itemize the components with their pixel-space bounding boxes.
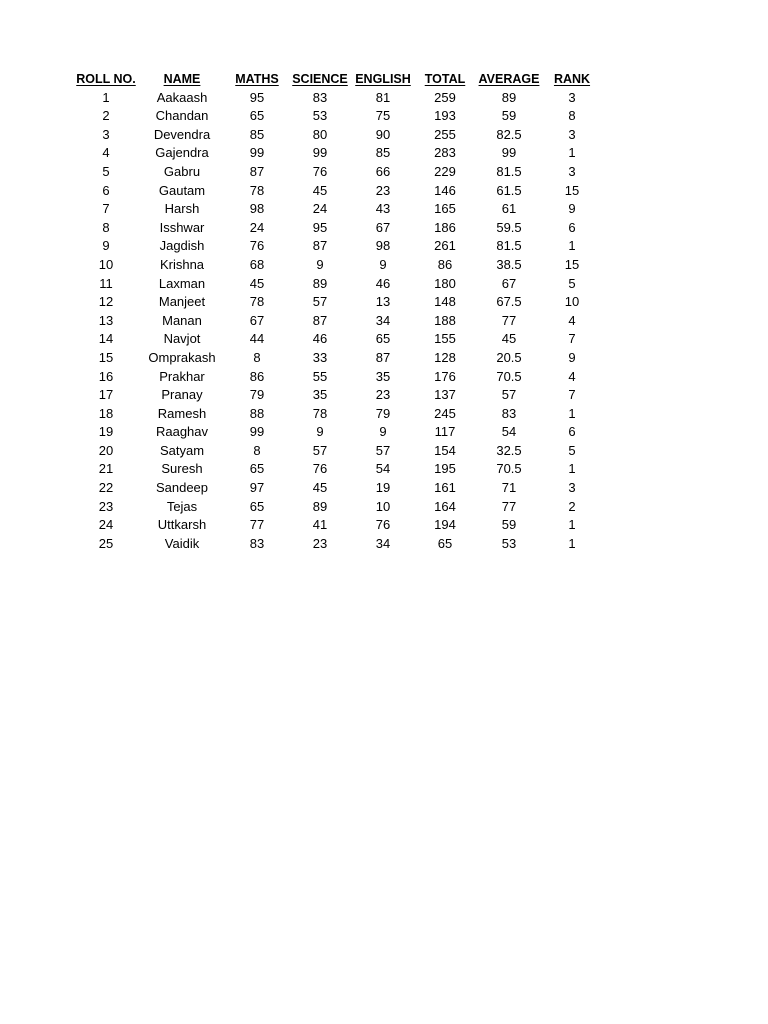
cell-roll-no: 3 bbox=[102, 126, 110, 142]
cell-science: 76 bbox=[312, 163, 328, 179]
cell-name: Omprakash bbox=[148, 349, 216, 365]
cell-science: 87 bbox=[312, 238, 328, 254]
cell-rank: 15 bbox=[564, 182, 580, 198]
cell-average: 77 bbox=[501, 312, 517, 328]
header-total: TOTAL bbox=[424, 72, 466, 86]
cell-roll-no: 10 bbox=[98, 256, 114, 272]
cell-roll-no: 16 bbox=[98, 368, 114, 384]
cell-roll-no: 11 bbox=[99, 275, 113, 291]
cell-average: 57 bbox=[501, 387, 517, 403]
cell-english: 67 bbox=[375, 219, 391, 235]
cell-rank: 1 bbox=[568, 535, 576, 551]
cell-english: 54 bbox=[375, 461, 391, 477]
cell-average: 59 bbox=[501, 517, 517, 533]
cell-total: 65 bbox=[437, 535, 453, 551]
cell-maths: 98 bbox=[249, 201, 265, 217]
cell-average: 59 bbox=[501, 108, 517, 124]
cell-roll-no: 18 bbox=[98, 405, 114, 421]
cell-rank: 8 bbox=[568, 108, 576, 124]
table-row bbox=[74, 423, 602, 442]
table-row bbox=[74, 405, 602, 424]
cell-science: 24 bbox=[312, 201, 328, 217]
cell-name: Manan bbox=[162, 312, 202, 328]
cell-total: 180 bbox=[434, 275, 456, 291]
table-row bbox=[74, 89, 602, 108]
cell-name: Aakaash bbox=[156, 89, 208, 105]
cell-rank: 3 bbox=[568, 89, 576, 105]
cell-science: 89 bbox=[312, 275, 328, 291]
cell-name: Navjot bbox=[163, 331, 201, 347]
table-row bbox=[74, 498, 602, 517]
cell-english: 85 bbox=[375, 145, 391, 161]
table-row bbox=[74, 182, 602, 201]
cell-english: 34 bbox=[375, 535, 391, 551]
cell-average: 67.5 bbox=[496, 294, 522, 310]
cell-rank: 1 bbox=[568, 517, 576, 533]
cell-english: 46 bbox=[375, 275, 391, 291]
cell-english: 66 bbox=[375, 163, 391, 179]
cell-total: 255 bbox=[434, 126, 456, 142]
table-row bbox=[74, 126, 602, 145]
cell-rank: 1 bbox=[568, 405, 576, 421]
cell-name: Tejas bbox=[166, 498, 198, 514]
student-marks-table bbox=[74, 70, 602, 553]
cell-english: 9 bbox=[379, 424, 387, 440]
cell-total: 128 bbox=[434, 349, 456, 365]
cell-name: Gautam bbox=[158, 182, 206, 198]
cell-name: Pranay bbox=[161, 387, 203, 403]
header-rank: RANK bbox=[553, 72, 591, 86]
cell-science: 33 bbox=[312, 349, 328, 365]
cell-roll-no: 19 bbox=[98, 424, 114, 440]
marks-sheet bbox=[74, 70, 602, 553]
cell-rank: 4 bbox=[568, 312, 576, 328]
cell-science: 9 bbox=[316, 424, 324, 440]
cell-rank: 2 bbox=[568, 498, 576, 514]
cell-name: Devendra bbox=[153, 126, 211, 142]
cell-maths: 65 bbox=[249, 108, 265, 124]
cell-roll-no: 12 bbox=[98, 294, 114, 310]
cell-average: 54 bbox=[501, 424, 517, 440]
cell-maths: 65 bbox=[249, 461, 265, 477]
table-row bbox=[74, 219, 602, 238]
table-row bbox=[74, 200, 602, 219]
cell-maths: 85 bbox=[249, 126, 265, 142]
table-body bbox=[74, 89, 602, 554]
cell-name: Raaghav bbox=[155, 424, 209, 440]
cell-science: 80 bbox=[312, 126, 328, 142]
cell-name: Jagdish bbox=[159, 238, 205, 254]
cell-science: 41 bbox=[312, 517, 328, 533]
cell-english: 23 bbox=[375, 182, 391, 198]
cell-english: 9 bbox=[379, 256, 387, 272]
cell-roll-no: 22 bbox=[98, 480, 114, 496]
cell-average: 61.5 bbox=[496, 182, 522, 198]
cell-total: 176 bbox=[434, 368, 456, 384]
cell-name: Vaidik bbox=[164, 535, 200, 551]
cell-maths: 99 bbox=[249, 145, 265, 161]
cell-maths: 45 bbox=[249, 275, 265, 291]
table-row bbox=[74, 312, 602, 331]
cell-roll-no: 4 bbox=[102, 145, 110, 161]
cell-maths: 65 bbox=[249, 498, 265, 514]
cell-maths: 88 bbox=[249, 405, 265, 421]
cell-maths: 67 bbox=[249, 312, 265, 328]
cell-average: 83 bbox=[501, 405, 517, 421]
cell-english: 87 bbox=[375, 349, 391, 365]
cell-average: 81.5 bbox=[496, 238, 522, 254]
cell-average: 71 bbox=[501, 480, 517, 496]
cell-maths: 79 bbox=[249, 387, 265, 403]
cell-maths: 99 bbox=[249, 424, 265, 440]
cell-average: 67 bbox=[501, 275, 517, 291]
cell-average: 61 bbox=[501, 201, 517, 217]
table-row bbox=[74, 163, 602, 182]
cell-name: Manjeet bbox=[158, 294, 206, 310]
cell-maths: 68 bbox=[249, 256, 265, 272]
cell-science: 83 bbox=[312, 89, 328, 105]
cell-maths: 87 bbox=[249, 163, 265, 179]
cell-total: 188 bbox=[434, 312, 456, 328]
cell-maths: 86 bbox=[249, 368, 265, 384]
table-row bbox=[74, 368, 602, 387]
cell-name: Krishna bbox=[159, 256, 205, 272]
cell-total: 164 bbox=[434, 498, 456, 514]
cell-total: 137 bbox=[434, 387, 456, 403]
cell-average: 99 bbox=[501, 145, 517, 161]
cell-science: 23 bbox=[312, 535, 328, 551]
cell-rank: 1 bbox=[568, 238, 576, 254]
cell-english: 79 bbox=[375, 405, 391, 421]
cell-name: Satyam bbox=[159, 442, 205, 458]
cell-science: 45 bbox=[312, 182, 328, 198]
cell-total: 245 bbox=[434, 405, 456, 421]
cell-rank: 1 bbox=[568, 461, 576, 477]
cell-average: 70.5 bbox=[496, 461, 522, 477]
cell-maths: 44 bbox=[249, 331, 265, 347]
table-row bbox=[74, 535, 602, 554]
cell-average: 45 bbox=[501, 331, 517, 347]
cell-roll-no: 23 bbox=[98, 498, 114, 514]
cell-english: 10 bbox=[375, 498, 391, 514]
cell-maths: 76 bbox=[249, 238, 265, 254]
cell-english: 13 bbox=[375, 294, 391, 310]
table-row bbox=[74, 107, 602, 126]
cell-name: Laxman bbox=[158, 275, 206, 291]
table-row bbox=[74, 144, 602, 163]
cell-average: 70.5 bbox=[496, 368, 522, 384]
cell-rank: 5 bbox=[568, 275, 576, 291]
cell-maths: 95 bbox=[249, 89, 265, 105]
cell-roll-no: 5 bbox=[102, 163, 110, 179]
cell-rank: 9 bbox=[568, 349, 576, 365]
cell-roll-no: 20 bbox=[98, 442, 114, 458]
cell-maths: 77 bbox=[249, 517, 265, 533]
cell-total: 154 bbox=[434, 442, 456, 458]
cell-rank: 5 bbox=[568, 442, 576, 458]
cell-name: Uttkarsh bbox=[157, 517, 207, 533]
cell-maths: 83 bbox=[249, 535, 265, 551]
table-row bbox=[74, 460, 602, 479]
cell-name: Ramesh bbox=[157, 405, 207, 421]
cell-rank: 3 bbox=[568, 126, 576, 142]
cell-english: 98 bbox=[375, 238, 391, 254]
cell-roll-no: 7 bbox=[102, 201, 110, 217]
cell-rank: 10 bbox=[564, 294, 580, 310]
cell-roll-no: 9 bbox=[102, 238, 110, 254]
cell-name: Gabru bbox=[163, 163, 201, 179]
cell-average: 59.5 bbox=[496, 219, 522, 235]
table-row bbox=[74, 330, 602, 349]
cell-maths: 78 bbox=[249, 294, 265, 310]
cell-rank: 3 bbox=[568, 480, 576, 496]
cell-science: 95 bbox=[312, 219, 328, 235]
cell-total: 86 bbox=[437, 256, 453, 272]
cell-average: 81.5 bbox=[496, 163, 522, 179]
cell-roll-no: 1 bbox=[102, 89, 110, 105]
cell-science: 46 bbox=[312, 331, 328, 347]
header-english: ENGLISH bbox=[355, 72, 411, 86]
cell-average: 20.5 bbox=[496, 349, 522, 365]
cell-maths: 78 bbox=[249, 182, 265, 198]
cell-english: 19 bbox=[375, 480, 391, 496]
cell-science: 45 bbox=[312, 480, 328, 496]
cell-english: 57 bbox=[375, 442, 391, 458]
cell-science: 35 bbox=[312, 387, 328, 403]
cell-english: 81 bbox=[375, 89, 391, 105]
cell-science: 76 bbox=[312, 461, 328, 477]
header-row bbox=[74, 70, 602, 89]
cell-rank: 9 bbox=[568, 201, 576, 217]
cell-rank: 6 bbox=[568, 219, 576, 235]
cell-average: 32.5 bbox=[496, 442, 522, 458]
cell-maths: 24 bbox=[249, 219, 265, 235]
cell-science: 87 bbox=[312, 312, 328, 328]
table-row bbox=[74, 275, 602, 294]
cell-roll-no: 2 bbox=[102, 108, 110, 124]
cell-rank: 3 bbox=[568, 163, 576, 179]
table-row bbox=[74, 516, 602, 535]
table-row bbox=[74, 237, 602, 256]
cell-rank: 1 bbox=[568, 145, 576, 161]
cell-total: 283 bbox=[434, 145, 456, 161]
cell-roll-no: 15 bbox=[98, 349, 114, 365]
cell-english: 35 bbox=[375, 368, 391, 384]
cell-total: 117 bbox=[434, 424, 456, 440]
cell-roll-no: 25 bbox=[98, 535, 114, 551]
cell-total: 146 bbox=[434, 182, 456, 198]
table-row bbox=[74, 349, 602, 368]
cell-science: 57 bbox=[312, 442, 328, 458]
cell-english: 34 bbox=[375, 312, 391, 328]
table-row bbox=[74, 479, 602, 498]
table-row bbox=[74, 442, 602, 461]
cell-roll-no: 21 bbox=[98, 461, 114, 477]
cell-roll-no: 24 bbox=[98, 517, 114, 533]
cell-rank: 7 bbox=[568, 331, 576, 347]
cell-science: 78 bbox=[312, 405, 328, 421]
cell-average: 53 bbox=[501, 535, 517, 551]
cell-total: 155 bbox=[434, 331, 456, 347]
cell-name: Harsh bbox=[164, 201, 200, 217]
header-maths: MATHS bbox=[235, 72, 279, 86]
cell-science: 99 bbox=[312, 145, 328, 161]
header-average: AVERAGE bbox=[478, 72, 540, 86]
cell-name: Sandeep bbox=[155, 480, 209, 496]
cell-name: Chandan bbox=[155, 108, 209, 124]
cell-roll-no: 17 bbox=[98, 387, 114, 403]
cell-science: 9 bbox=[316, 256, 324, 272]
cell-average: 82.5 bbox=[496, 126, 522, 142]
cell-total: 186 bbox=[434, 219, 456, 235]
cell-science: 57 bbox=[312, 294, 328, 310]
table-header bbox=[74, 70, 602, 89]
cell-total: 193 bbox=[434, 108, 456, 124]
cell-science: 55 bbox=[312, 368, 328, 384]
cell-roll-no: 8 bbox=[102, 219, 110, 235]
cell-science: 89 bbox=[312, 498, 328, 514]
cell-total: 229 bbox=[434, 163, 456, 179]
cell-english: 65 bbox=[375, 331, 391, 347]
cell-average: 77 bbox=[501, 498, 517, 514]
table-row bbox=[74, 256, 602, 275]
cell-average: 38.5 bbox=[496, 256, 522, 272]
cell-roll-no: 6 bbox=[102, 182, 110, 198]
cell-total: 148 bbox=[434, 294, 456, 310]
cell-total: 195 bbox=[434, 461, 456, 477]
header-science: SCIENCE bbox=[292, 72, 348, 86]
cell-maths: 8 bbox=[253, 442, 261, 458]
cell-name: Isshwar bbox=[159, 219, 205, 235]
table-row bbox=[74, 386, 602, 405]
cell-total: 165 bbox=[434, 201, 456, 217]
cell-total: 259 bbox=[434, 89, 456, 105]
cell-english: 75 bbox=[375, 108, 391, 124]
cell-english: 90 bbox=[375, 126, 391, 142]
cell-total: 161 bbox=[434, 480, 456, 496]
cell-name: Suresh bbox=[161, 461, 203, 477]
cell-total: 261 bbox=[434, 238, 456, 254]
cell-rank: 15 bbox=[564, 256, 580, 272]
cell-rank: 6 bbox=[568, 424, 576, 440]
header-name: NAME bbox=[163, 72, 201, 86]
cell-roll-no: 14 bbox=[98, 331, 114, 347]
cell-science: 53 bbox=[312, 108, 328, 124]
cell-english: 43 bbox=[375, 201, 391, 217]
cell-maths: 97 bbox=[249, 480, 265, 496]
cell-english: 23 bbox=[375, 387, 391, 403]
cell-total: 194 bbox=[434, 517, 456, 533]
cell-roll-no: 13 bbox=[98, 312, 114, 328]
cell-rank: 4 bbox=[568, 368, 576, 384]
cell-english: 76 bbox=[375, 517, 391, 533]
cell-name: Prakhar bbox=[159, 368, 205, 384]
cell-maths: 8 bbox=[253, 349, 261, 365]
cell-name: Gajendra bbox=[155, 145, 209, 161]
cell-average: 89 bbox=[501, 89, 517, 105]
table-row bbox=[74, 293, 602, 312]
cell-rank: 7 bbox=[568, 387, 576, 403]
header-roll-no: ROLL NO. bbox=[76, 72, 136, 86]
